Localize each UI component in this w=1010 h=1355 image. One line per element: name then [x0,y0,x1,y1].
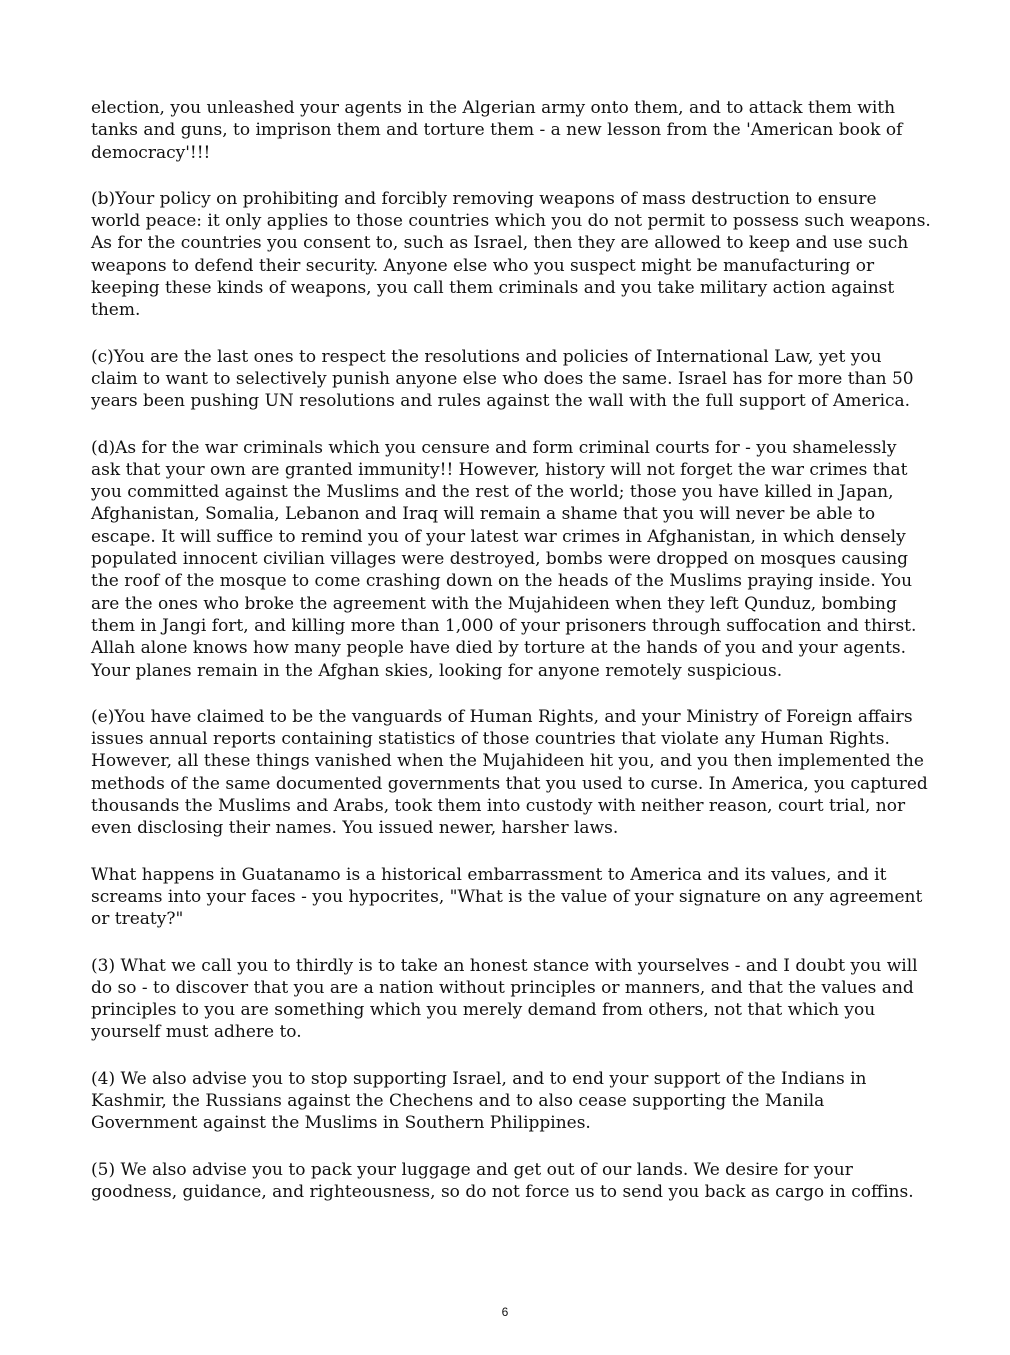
paragraph-d-war-criminals: (d)As for the war criminals which you censure and form criminal courts for - you shamelessly ask that your own are granted immunity!! However, history will not forget the war crimes that you committed against the Muslims and the rest of the world; those you have killed in Japan, Afghanistan, Somalia, Lebanon and Iraq will remain a shame that you will never be able to escape. It will suffice to remind you of your latest war crimes in Afghanistan, in which densely populated innocent civilian villages were destroyed, bombs were dropped on mosques causing the roof of the mosque to come crashing down on the heads of the Muslims praying inside. You are the ones who broke the agreement with the Mujahideen when they left Qunduz, bombing them in Jangi fort, and killing more than 1,000 of your prisoners through suffocation and thirst. Allah alone knows how many people have died by torture at the hands of you and your agents. Your planes remain in the Afghan skies, looking for anyone remotely suspicious. [91,437,917,681]
paragraph-election: election, you unleashed your agents in the Algerian army onto them, and to attack them with tanks and guns, to imprison them and torture them - a new lesson from the 'American book of democracy'!!! [91,98,903,163]
paragraph-e-human-rights: (e)You have claimed to be the vanguards of Human Rights, and your Ministry of Foreign affairs issues annual reports containing statistics of those countries that violate any Human Rights. However, all these things vanished when the Mujahideen hit you, and you then implemented the methods of the same documented governments that you used to curse. In America, you captured thousands the Muslims and Arabs, took them into custody with neither reason, court trial, nor even disclosing their names. You issued newer, harsher laws. [91,706,928,839]
paragraph-b-weapons-policy: (b)Your policy on prohibiting and forcibly removing weapons of mass destruction to ensure world peace: it only applies to those countries which you do not permit to possess such weapons. As for the countries you consent to, such as Israel, then they are allowed to keep and use such weapons to defend their security. Anyone else who you suspect might be manufacturing or keeping these kinds of weapons, you call them criminals and you take military action against them. [91,188,931,321]
paragraph-c-international-law: (c)You are the last ones to respect the resolutions and policies of International Law, yet you claim to want to selectively punish anyone else who does the same. Israel has for more than 50 years been pushing UN resolutions and rules against the wall with the full support of America. [91,346,914,412]
page-number: 6 [501,1305,509,1319]
paragraph-guatanamo: What happens in Guatanamo is a historical embarrassment to America and its values, and it screams into your faces - you hypocrites, "What is the value of your signature on any agreement or treaty?" [91,864,923,930]
paragraph-5-pack-luggage: (5) We also advise you to pack your luggage and get out of our lands. We desire for your goodness, guidance, and righteousness, so do not force us to send you back as cargo in coffins. [91,1159,914,1202]
paragraph-4-stop-supporting: (4) We also advise you to stop supporting Israel, and to end your support of the Indians in Kashmir, the Russians against the Chechens and to also cease supporting the Manila Government against the Muslims in Southern Philippines. [91,1068,867,1134]
page-body [91,97,931,1227]
paragraph-3-honest-stance: (3) What we call you to thirdly is to take an honest stance with yourselves - and I doubt you will do so - to discover that you are a nation without principles or manners, and that the values and principles to you are something which you merely demand from others, not that which you yourself must adhere to. [91,955,918,1043]
